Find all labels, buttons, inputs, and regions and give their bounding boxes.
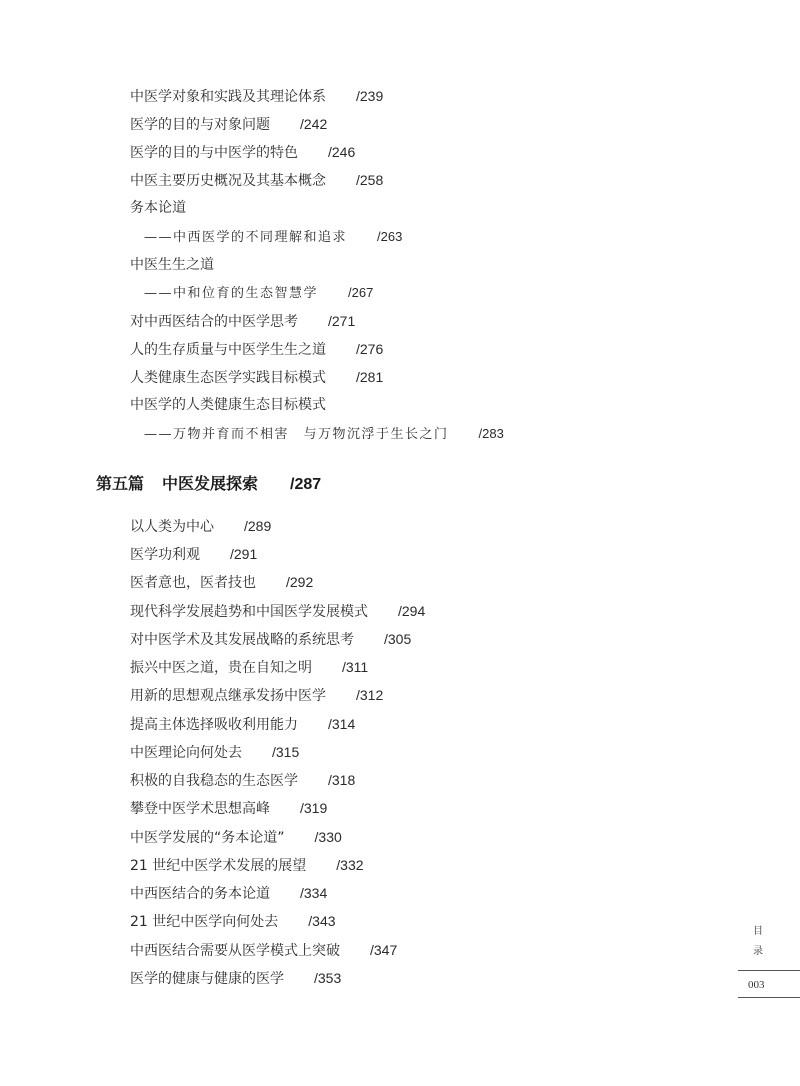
toc-entry[interactable]	[130, 199, 186, 217]
toc-entry-title: 医学功利观	[130, 547, 200, 563]
toc-entry[interactable]	[130, 256, 214, 274]
section-title: 中医发展探索	[162, 474, 259, 493]
toc-entry[interactable]	[130, 912, 336, 931]
toc-entry-title: 21 世纪中医学向何处去	[130, 914, 279, 930]
toc-entry[interactable]	[130, 715, 355, 734]
toc-entry-title: 提高主体选择吸收利用能力	[130, 717, 298, 733]
sidebar-char-mu: 目	[753, 926, 763, 937]
folio-rule-top	[738, 970, 800, 971]
toc-entry-page: /332	[336, 857, 364, 873]
toc-entry-title: 医学的健康与健康的医学	[130, 971, 284, 987]
toc-entry-title: 中医学发展的“务本论道”	[130, 830, 285, 846]
toc-entry-page: /291	[230, 546, 258, 562]
toc-entry-page: /276	[356, 341, 384, 357]
toc-entry-page: /315	[272, 744, 300, 760]
toc-entry[interactable]	[130, 630, 411, 649]
toc-entry[interactable]	[130, 884, 327, 903]
toc-entry-page: /347	[370, 942, 398, 958]
toc-entry-title: 对中医学术及其发展战略的系统思考	[130, 632, 354, 648]
toc-entry-title: 攀登中医学术思想高峰	[130, 801, 270, 817]
toc-entry-page: /289	[244, 518, 272, 534]
toc-entry-title: 医者意也，医者技也	[130, 575, 256, 591]
toc-entry-title: 对中西医结合的中医学思考	[130, 314, 298, 330]
toc-entry[interactable]	[130, 686, 383, 705]
toc-entry-title: 中医主要历史概况及其基本概念	[130, 173, 326, 189]
toc-entry[interactable]	[130, 573, 313, 592]
toc-entry-page: /281	[356, 369, 384, 385]
toc-entry-title: 积极的自我稳态的生态医学	[130, 773, 298, 789]
toc-entry-title: 以人类为中心	[130, 519, 214, 535]
section-page: /287	[290, 476, 322, 493]
toc-entry-title: 医学的目的与中医学的特色	[130, 145, 298, 161]
toc-entry-page: /283	[478, 426, 504, 441]
toc-entry[interactable]	[130, 368, 383, 387]
toc-entry[interactable]	[130, 545, 257, 564]
toc-entry-page: /239	[356, 88, 384, 104]
toc-subentry[interactable]	[144, 228, 402, 247]
toc-entry[interactable]	[130, 658, 368, 677]
toc-entry-title: 中医理论向何处去	[130, 745, 242, 761]
toc-entry-title: 人的生存质量与中医学生生之道	[130, 342, 326, 358]
toc-entry-page: /267	[348, 285, 374, 300]
toc-entry-page: /305	[384, 631, 412, 647]
toc-entry-page: /258	[356, 172, 384, 188]
toc-entry[interactable]	[130, 312, 355, 331]
toc-entry-title: 中西医结合需要从医学模式上突破	[130, 943, 340, 959]
toc-entry-page: /319	[300, 800, 328, 816]
toc-entry-title: 中西医结合的务本论道	[130, 886, 270, 902]
toc-entry[interactable]	[130, 115, 327, 134]
toc-entry-page: /246	[328, 144, 356, 160]
toc-entry[interactable]	[130, 517, 271, 536]
toc-entry-page: /334	[300, 885, 328, 901]
toc-entry[interactable]	[130, 856, 364, 875]
toc-entry-page: /343	[308, 913, 336, 929]
toc-entry-title: 医学的目的与对象问题	[130, 117, 270, 133]
page-number: 003	[748, 979, 765, 991]
toc-entry-title: 中医学对象和实践及其理论体系	[130, 89, 326, 105]
toc-entry-page: /271	[328, 313, 356, 329]
toc-entry-page: /330	[314, 829, 342, 845]
toc-entry[interactable]	[130, 143, 355, 162]
toc-entry-title: 中医学的人类健康生态目标模式	[130, 397, 326, 413]
toc-entry[interactable]	[130, 87, 383, 106]
toc-subentry[interactable]	[144, 425, 504, 444]
toc-entry-page: /294	[398, 603, 426, 619]
toc-subentry[interactable]	[144, 284, 373, 303]
toc-entry-title: 人类健康生态医学实践目标模式	[130, 370, 326, 386]
toc-entry-title: 务本论道	[130, 200, 186, 216]
toc-entry-page: /314	[328, 716, 356, 732]
toc-entry-title: 用新的思想观点继承发扬中医学	[130, 688, 326, 704]
toc-entry[interactable]	[130, 799, 327, 818]
toc-entry[interactable]	[130, 941, 397, 960]
toc-entry[interactable]	[130, 396, 326, 414]
toc-entry-subtitle: ——中西医学的不同理解和追求	[144, 230, 348, 245]
toc-entry-page: /292	[286, 574, 314, 590]
section-heading[interactable]	[96, 474, 321, 495]
folio-rule-bottom	[738, 997, 800, 998]
toc-entry[interactable]	[130, 771, 355, 790]
toc-entry-title: 振兴中医之道，贵在自知之明	[130, 660, 312, 676]
toc-entry[interactable]	[130, 602, 425, 621]
toc-entry-page: /263	[377, 229, 403, 244]
sidebar-char-lu: 录	[753, 946, 763, 957]
section-label: 第五篇	[96, 474, 145, 493]
toc-entry-title: 现代科学发展趋势和中国医学发展模式	[130, 604, 368, 620]
toc-entry[interactable]	[130, 171, 383, 190]
toc-entry-subtitle: ——万物并育而不相害 与万物沉浮于生长之门	[144, 427, 449, 442]
toc-entry-page: /312	[356, 687, 384, 703]
toc-entry[interactable]	[130, 340, 383, 359]
toc-entry[interactable]	[130, 743, 299, 762]
toc-entry-page: /318	[328, 772, 356, 788]
toc-entry-page: /311	[342, 659, 369, 675]
toc-entry-title: 21 世纪中医学术发展的展望	[130, 858, 307, 874]
toc-entry[interactable]	[130, 828, 342, 847]
toc-entry-page: /353	[314, 970, 342, 986]
toc-entry-subtitle: ——中和位育的生态智慧学	[144, 286, 319, 301]
toc-entry-page: /242	[300, 116, 328, 132]
toc-entry-title: 中医生生之道	[130, 257, 214, 273]
toc-entry[interactable]	[130, 969, 341, 988]
